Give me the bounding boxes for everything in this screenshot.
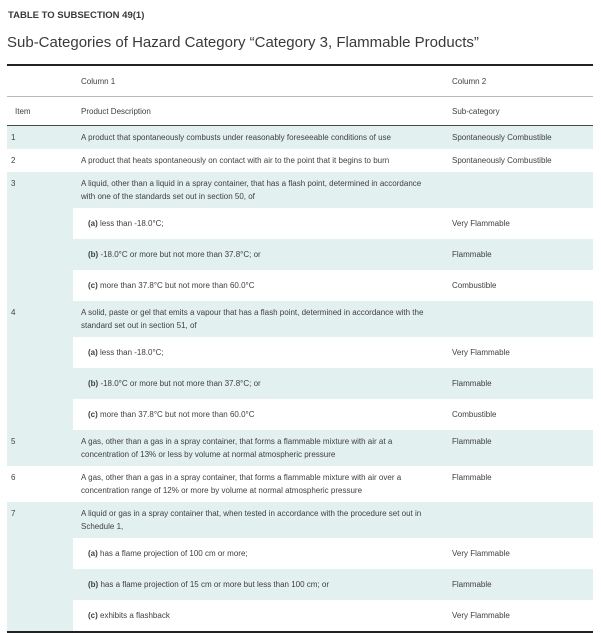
- product-description-cell: A liquid, other than a liquid in a spray container, that has a flash point, determined in accordance with one of the standards set out in section 50, of: [73, 172, 444, 208]
- table-subrow: [7, 538, 593, 569]
- item-header: Item: [7, 97, 73, 126]
- table-subrow: [7, 239, 593, 270]
- product-description-cell: (b) -18.0°C or more but not more than 37.8°C; or: [73, 239, 444, 270]
- product-description-cell: (c) more than 37.8°C but not more than 60.0°C: [73, 270, 444, 301]
- subcategory-cell: Flammable: [444, 239, 593, 270]
- item-cell: 5: [7, 430, 73, 466]
- table-body: [7, 126, 593, 633]
- product-description-cell: A gas, other than a gas in a spray container, that forms a flammable mixture with air over a concentration range of 12% or more by volume at normal atmospheric pressure: [73, 466, 444, 502]
- clause-marker: (a): [88, 348, 98, 357]
- subcategory-cell: Combustible: [444, 399, 593, 430]
- product-description-cell: (a) less than -18.0°C;: [73, 208, 444, 239]
- item-cell: 2: [7, 149, 73, 172]
- product-description-cell: A product that heats spontaneously on contact with air to the point that it begins to burn: [73, 149, 444, 172]
- subcategory-cell: Very Flammable: [444, 337, 593, 368]
- product-description-header: Product Description: [73, 97, 444, 126]
- subcategory-cell: Spontaneously Combustible: [444, 149, 593, 172]
- product-description-cell: A gas, other than a gas in a spray container, that forms a flammable mixture with air at a concentration of 13% or less by volume at normal atmospheric pressure: [73, 430, 444, 466]
- product-description-cell: (c) exhibits a flashback: [73, 600, 444, 633]
- clause-marker: (a): [88, 549, 98, 558]
- product-description-cell: (a) has a flame projection of 100 cm or more;: [73, 538, 444, 569]
- column-number-header-row: [7, 65, 593, 97]
- table-row: [7, 301, 593, 337]
- clause-marker: (a): [88, 219, 98, 228]
- table-subrow: [7, 569, 593, 600]
- clause-marker: (c): [88, 611, 98, 620]
- product-description-cell: (b) -18.0°C or more but not more than 37.8°C; or: [73, 368, 444, 399]
- subcategory-cell: Very Flammable: [444, 208, 593, 239]
- subcategory-cell: Very Flammable: [444, 600, 593, 633]
- clause-marker: (b): [88, 250, 99, 259]
- clause-marker: (c): [88, 281, 98, 290]
- item-cell: 4: [7, 301, 73, 430]
- item-cell: 7: [7, 502, 73, 633]
- subcategory-cell: Spontaneously Combustible: [444, 126, 593, 150]
- table-subrow: [7, 399, 593, 430]
- page-title: Sub-Categories of Hazard Category “Category 3, Flammable Products”: [7, 34, 479, 51]
- table-row: [7, 172, 593, 208]
- column1-header: Column 1: [73, 65, 444, 97]
- table-subrow: [7, 337, 593, 368]
- product-description-cell: A product that spontaneously combusts under reasonably foreseeable conditions of use: [73, 126, 444, 150]
- subcategory-cell: Flammable: [444, 368, 593, 399]
- product-description-cell: A solid, paste or gel that emits a vapour that has a flash point, determined in accordance with the standard set out in section 51, of: [73, 301, 444, 337]
- table-subrow: [7, 270, 593, 301]
- table-subrow: [7, 208, 593, 239]
- product-description-cell: (a) less than -18.0°C;: [73, 337, 444, 368]
- empty-header-cell: [7, 65, 73, 97]
- table-row: [7, 149, 593, 172]
- hazard-subcategories-table: [7, 64, 593, 633]
- table-row: [7, 502, 593, 538]
- product-description-cell: (c) more than 37.8°C but not more than 60.0°C: [73, 399, 444, 430]
- subcategory-cell: Flammable: [444, 466, 593, 502]
- item-cell: 1: [7, 126, 73, 150]
- table-row: [7, 126, 593, 150]
- subcategory-cell: Flammable: [444, 430, 593, 466]
- clause-marker: (c): [88, 410, 98, 419]
- product-description-cell: A liquid or gas in a spray container that, when tested in accordance with the procedure set out in Schedule 1,: [73, 502, 444, 538]
- column-label-header-row: [7, 97, 593, 126]
- clause-marker: (b): [88, 580, 99, 589]
- subcategory-cell: [444, 502, 593, 538]
- subcategory-cell: Very Flammable: [444, 538, 593, 569]
- clause-marker: (b): [88, 379, 99, 388]
- table-row: [7, 430, 593, 466]
- product-description-cell: (b) has a flame projection of 15 cm or more but less than 100 cm; or: [73, 569, 444, 600]
- item-cell: 3: [7, 172, 73, 301]
- table-subrow: [7, 600, 593, 633]
- table-kicker: TABLE TO SUBSECTION 49(1): [8, 10, 145, 21]
- subcategory-cell: Combustible: [444, 270, 593, 301]
- subcategory-cell: [444, 172, 593, 208]
- table-row: [7, 466, 593, 502]
- column2-header: Column 2: [444, 65, 593, 97]
- table-subrow: [7, 368, 593, 399]
- item-cell: 6: [7, 466, 73, 502]
- subcategory-header: Sub-category: [444, 97, 593, 126]
- subcategory-cell: [444, 301, 593, 337]
- subcategory-cell: Flammable: [444, 569, 593, 600]
